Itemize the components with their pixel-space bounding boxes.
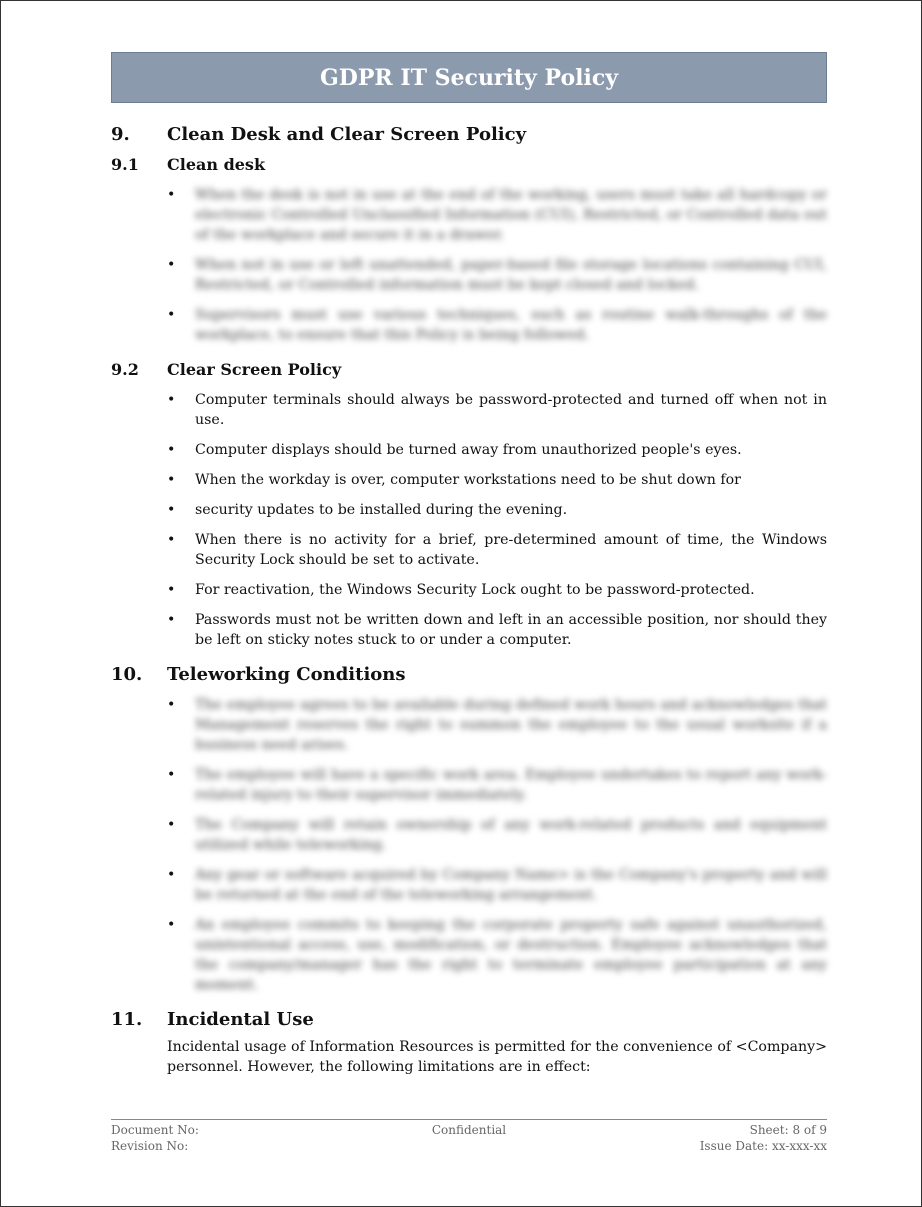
document-body	[111, 120, 827, 1091]
bullet-icon: •	[167, 612, 176, 628]
bullet-icon: •	[167, 257, 176, 273]
sheet-number: Sheet: 8 of 9	[749, 1123, 828, 1137]
title-banner	[111, 52, 827, 103]
bullet-icon: •	[167, 532, 176, 548]
bullet-icon: •	[167, 392, 176, 408]
bullet-icon: •	[167, 867, 176, 883]
list-item: • The employee agrees to be available during defined work hours and acknowledges that Management reserves the right to summon the employee to the usual worksite if a business need arises.	[111, 695, 827, 755]
subsection-title: Clear Screen Policy	[167, 360, 342, 379]
section-number: 10.	[111, 664, 143, 685]
document-number: Document No:	[111, 1123, 199, 1137]
section-title: Incidental Use	[167, 1009, 314, 1030]
list-item: • The employee will have a specific work area. Employee undertakes to report any work-related injury to their supervisor immediately.	[111, 765, 827, 805]
incidental-use-paragraph: Incidental usage of Information Resources is permitted for the convenience of <Company> personnel. However, the following limitations are in effect:	[167, 1039, 827, 1075]
bullet-icon: •	[167, 472, 176, 488]
list-item: • Computer terminals should always be password-protected and turned off when not in use.	[111, 390, 827, 430]
bullet-icon: •	[167, 307, 176, 323]
page-footer	[111, 1119, 827, 1154]
list-item: • When not in use or left unattended, paper-based file storage locations containing CUI, Restricted, or Controlled information must be kept closed and locked.	[111, 255, 827, 295]
section-number: 9.	[111, 124, 130, 145]
bullet-icon: •	[167, 502, 176, 518]
bullet-icon: •	[167, 697, 176, 713]
list-item: • When the desk is not in use at the end of the working, users must take all hardcopy or electronic Controlled Unclassified Information (CUI), Restricted, or Controlled data out of the workplace and secure it in a drawer.	[111, 185, 827, 245]
list-item: • An employee commits to keeping the corporate property safe against unauthorized, unintentional access, use, modification, or destruction. Employee acknowledges that the company/manager has the right to terminate employee participation at any moment.	[111, 915, 827, 995]
section-9-1-heading	[111, 150, 827, 180]
bullet-icon: •	[167, 817, 176, 833]
list-item: • The Company will retain ownership of any work-related products and equipment utilized while teleworking.	[111, 815, 827, 855]
bullet-icon: •	[167, 767, 176, 783]
section-9-2-heading	[111, 355, 827, 385]
list-item: • Supervisors must use various techniques, such as routine walk-throughs of the workplace, to ensure that this Policy is being followed.	[111, 305, 827, 345]
section-title: Clean Desk and Clear Screen Policy	[167, 124, 527, 145]
bullet-icon: •	[167, 442, 176, 458]
revision-number: Revision No:	[111, 1139, 189, 1153]
subsection-number: 9.2	[111, 360, 139, 379]
list-item: • When the workday is over, computer workstations need to be shut down for	[111, 470, 827, 490]
document-title: GDPR IT Security Policy	[319, 64, 619, 91]
list-item: • When there is no activity for a brief, pre-determined amount of time, the Windows Security Lock should be set to activate.	[111, 530, 827, 570]
bullet-icon: •	[167, 187, 176, 203]
issue-date: Issue Date: xx-xxx-xx	[699, 1139, 828, 1153]
section-title: Teleworking Conditions	[167, 664, 406, 685]
list-item: • Passwords must not be written down and left in an accessible position, nor should they be left on sticky notes stuck to or under a computer.	[111, 610, 827, 650]
list-item: • For reactivation, the Windows Security Lock ought to be password-protected.	[111, 580, 827, 600]
section-9-heading	[111, 120, 827, 150]
bullet-icon: •	[167, 917, 176, 933]
clear-screen-list	[111, 390, 827, 650]
clean-desk-list	[111, 185, 827, 345]
section-11-heading	[111, 1005, 827, 1035]
subsection-number: 9.1	[111, 155, 139, 174]
section-number: 11.	[111, 1009, 143, 1030]
list-item: • Any gear or software acquired by Company Name> is the Company's property and will be returned at the end of the teleworking arrangement.	[111, 865, 827, 905]
subsection-title: Clean desk	[167, 155, 266, 174]
list-item: • security updates to be installed during the evening.	[111, 500, 827, 520]
section-10-heading	[111, 660, 827, 690]
bullet-icon: •	[167, 582, 176, 598]
list-item: • Computer displays should be turned away from unauthorized people's eyes.	[111, 440, 827, 460]
confidential-label: Confidential	[431, 1123, 507, 1137]
teleworking-list	[111, 695, 827, 995]
